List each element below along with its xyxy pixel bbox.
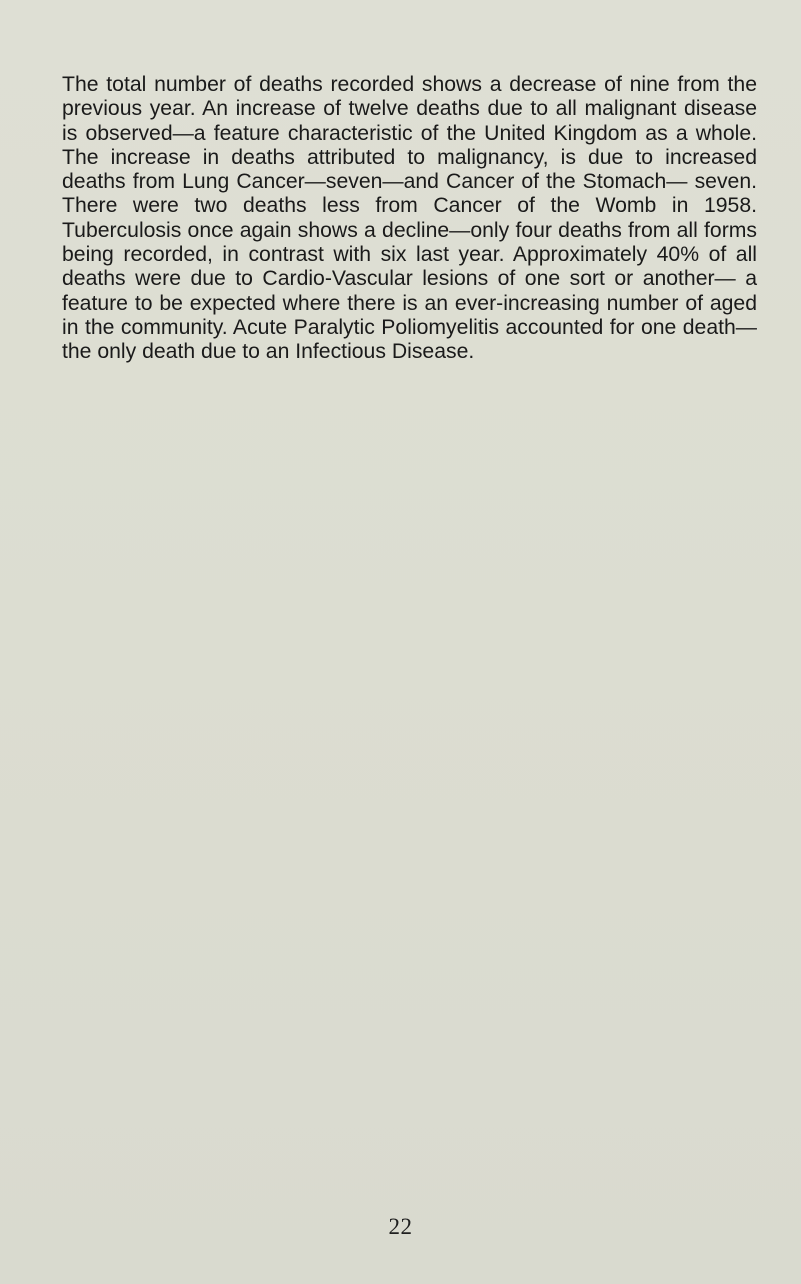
body-paragraph: The total number of deaths recorded shows a decrease of nine from the previous year. An increase of twelve deaths due to all malignant disease is observed—a feature characteristic of the United Kingdom as a whole. The increase in deaths attributed to malignancy, is due to increased deaths from Lung Cancer—seven—and Cancer of the Stomach— seven. There were two deaths less from Cancer of the Womb in 1958. Tuberculosis once again shows a decline—only four deaths from all forms being recorded, in contrast with six last year. Approximately 40% of all deaths were due to Cardio-Vascular lesions of one sort or another— a feature to be expected where there is an ever-increasing number of aged in the community. Acute Paralytic Poliomyelitis accounted for one death—the only death due to an Infectious Disease.	[62, 73, 757, 364]
page-number: 22	[388, 1214, 413, 1239]
